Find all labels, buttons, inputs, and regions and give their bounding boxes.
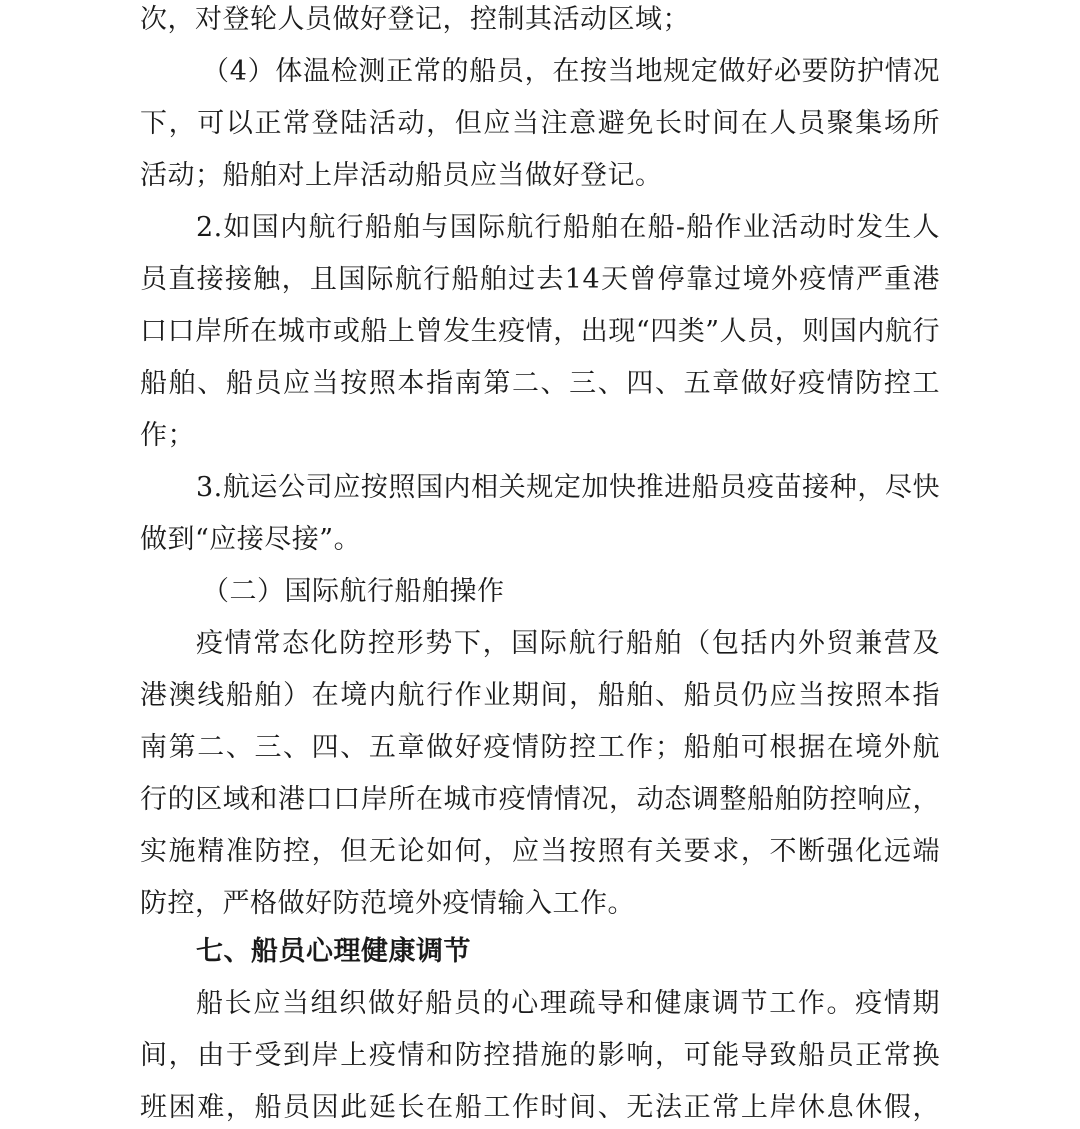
text-line: 港澳线船舶）在境内航行作业期间，船舶、船员仍应当按照本指 — [140, 680, 940, 711]
text-line: 活动；船舶对上岸活动船员应当做好登记。 — [140, 160, 663, 191]
text-line: 行的区域和港口口岸所在城市疫情情况，动态调整船舶防控响应， — [140, 784, 940, 815]
text-line: 下，可以正常登陆活动，但应当注意避免长时间在人员聚集场所 — [140, 108, 940, 139]
text-line: 口口岸所在城市或船上曾发生疫情，出现“四类”人员，则国内航行 — [140, 316, 940, 347]
text-line: 员直接接触，且国际航行船舶过去14天曾停靠过境外疫情严重港 — [140, 264, 940, 295]
text-line: 防控，严格做好防范境外疫情输入工作。 — [140, 888, 635, 919]
text-line: （4）体温检测正常的船员，在按当地规定做好必要防护情况 — [202, 56, 940, 87]
text-line: 做到“应接尽接”。 — [140, 524, 362, 555]
text-line: 作； — [140, 420, 195, 451]
text-line: 船舶、船员应当按照本指南第二、三、四、五章做好疫情防控工 — [140, 368, 940, 399]
section-heading: 七、船员心理健康调节 — [196, 936, 471, 967]
text-line: 船长应当组织做好船员的心理疏导和健康调节工作。疫情期 — [196, 988, 940, 1019]
text-line: 班困难，船员因此延长在船工作时间、无法正常上岸休息休假， — [140, 1092, 940, 1123]
text-line: 南第二、三、四、五章做好疫情防控工作；船舶可根据在境外航 — [140, 732, 940, 763]
text-line: 2.如国内航行船舶与国际航行船舶在船-船作业活动时发生人 — [196, 212, 940, 243]
text-line: 3.航运公司应按照国内相关规定加快推进船员疫苗接种，尽快 — [196, 472, 940, 503]
text-line: 实施精准防控，但无论如何，应当按照有关要求，不断强化远端 — [140, 836, 940, 867]
text-line: 疫情常态化防控形势下，国际航行船舶（包括内外贸兼营及 — [196, 628, 940, 659]
subsection-heading: （二）国际航行船舶操作 — [202, 576, 505, 607]
text-line: 次，对登轮人员做好登记，控制其活动区域； — [140, 4, 690, 35]
text-line: 间，由于受到岸上疫情和防控措施的影响，可能导致船员正常换 — [140, 1040, 940, 1071]
